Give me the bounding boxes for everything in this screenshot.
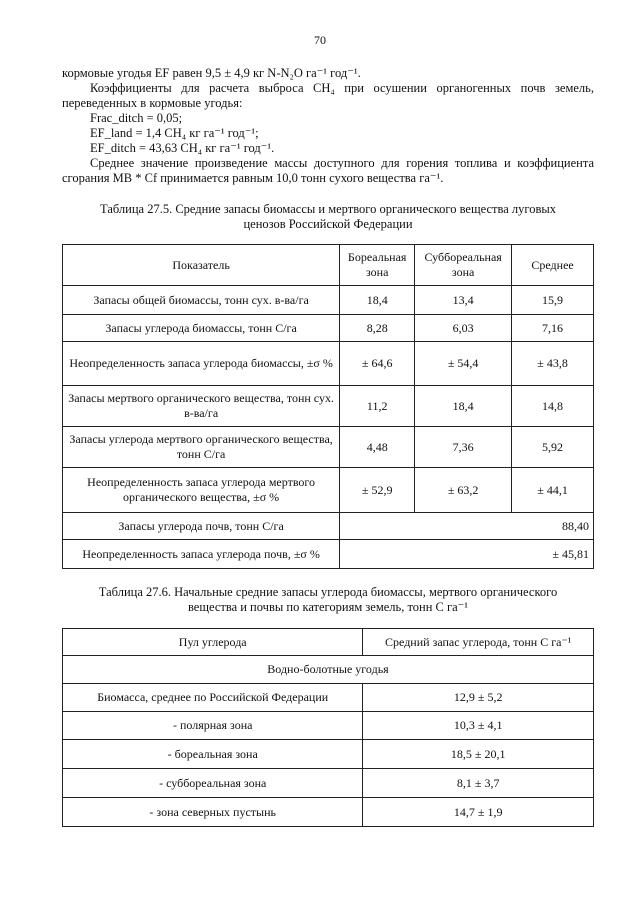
paragraph-line: кормовые угодья EF равен 9,5 ± 4,9 кг N-N₂O га⁻¹ год⁻¹. — [62, 66, 361, 80]
paragraph-line: переведенных в кормовые угодья: — [62, 96, 243, 110]
paragraph-line: Среднее значение произведение массы доступного для горения топлива и коэффициента — [90, 156, 594, 170]
table-header-row — [63, 245, 594, 286]
header-cell: Средний запас углерода, тонн С га⁻¹ — [363, 629, 594, 656]
table-row — [63, 315, 594, 342]
cell: 7,16 — [512, 315, 594, 342]
table-caption: Таблица 27.5. Средние запасы биомассы и мертвого органического вещества луговых — [100, 202, 556, 216]
cell: ± 63,2 — [415, 468, 512, 513]
table-caption: Таблица 27.6. Начальные средние запасы углерода биомассы, мертвого органического — [98, 585, 558, 599]
table-row — [63, 740, 594, 769]
cell: ± 64,6 — [340, 342, 415, 386]
cell: 7,36 — [415, 427, 512, 468]
cell: 12,9 ± 5,2 — [363, 684, 594, 712]
formula-line: EF_land = 1,4 CH₄ кг га⁻¹ год⁻¹; — [90, 126, 259, 140]
cell: ± 54,4 — [415, 342, 512, 386]
cell: Неопределенность запаса углерода биомассы, ±σ % — [63, 342, 340, 386]
page-number: 70 — [314, 33, 326, 47]
table-row — [63, 286, 594, 315]
cell: Неопределенность запаса углерода мертвого органического вещества, ±σ % — [63, 468, 340, 513]
cell: 4,48 — [340, 427, 415, 468]
header-cell: Показатель — [63, 245, 340, 286]
table-row — [63, 342, 594, 386]
table-caption: ценозов Российской Федерации — [243, 217, 413, 231]
cell: 18,4 — [340, 286, 415, 315]
cell: ± 52,9 — [340, 468, 415, 513]
table-row — [63, 386, 594, 427]
cell: Запасы углерода почв, тонн С/га — [63, 513, 340, 540]
formula-line: EF_ditch = 43,63 CH₄ кг га⁻¹ год⁻¹. — [90, 141, 275, 155]
header-cell: Пул углерода — [63, 629, 363, 656]
cell: 13,4 — [415, 286, 512, 315]
cell: 10,3 ± 4,1 — [363, 712, 594, 740]
paragraph-line: сгорания MB * Cf принимается равным 10,0 тонн сухого вещества га⁻¹. — [62, 171, 444, 185]
cell: - полярная зона — [63, 712, 363, 740]
cell: 18,5 ± 20,1 — [363, 740, 594, 769]
paragraph-line: Коэффициенты для расчета выброса CH₄ при осушении органогенных почв земель, — [90, 81, 594, 95]
table-header-row — [63, 629, 594, 656]
cell: 15,9 — [512, 286, 594, 315]
cell: Запасы общей биомассы, тонн сух. в-ва/га — [63, 286, 340, 315]
cell: Биомасса, среднее по Российской Федерации — [63, 684, 363, 712]
table-row — [63, 712, 594, 740]
table-row — [63, 540, 594, 569]
table-row — [63, 798, 594, 827]
formula-line: Frac_ditch = 0,05; — [90, 111, 183, 125]
cell: 8,28 — [340, 315, 415, 342]
cell: 6,03 — [415, 315, 512, 342]
header-cell: Бореальная зона — [340, 245, 415, 286]
section-row — [63, 656, 594, 684]
cell: ± 43,8 — [512, 342, 594, 386]
cell: 11,2 — [340, 386, 415, 427]
cell: Запасы углерода мертвого органического вещества, тонн С/га — [63, 427, 340, 468]
header-cell: Суббореальная зона — [415, 245, 512, 286]
cell: Неопределенность запаса углерода почв, ±σ % — [63, 540, 340, 569]
carbon-stock-table — [62, 628, 594, 827]
biomass-table — [62, 244, 594, 569]
table-row — [63, 468, 594, 513]
cell: - суббореальная зона — [63, 769, 363, 798]
table-caption: вещества и почвы по категориям земель, тонн С га⁻¹ — [187, 600, 469, 614]
table-row — [63, 769, 594, 798]
cell: Запасы мертвого органического вещества, тонн сух. в-ва/га — [63, 386, 340, 427]
table-row — [63, 684, 594, 712]
cell: 8,1 ± 3,7 — [363, 769, 594, 798]
cell: - бореальная зона — [63, 740, 363, 769]
cell: Запасы углерода биомассы, тонн С/га — [63, 315, 340, 342]
section-cell: Водно-болотные угодья — [63, 656, 594, 684]
cell: 18,4 — [415, 386, 512, 427]
cell: 5,92 — [512, 427, 594, 468]
cell: 14,7 ± 1,9 — [363, 798, 594, 827]
cell: 14,8 — [512, 386, 594, 427]
table-row — [63, 427, 594, 468]
table-row — [63, 513, 594, 540]
cell: 88,40 — [340, 513, 594, 540]
header-cell: Среднее — [512, 245, 594, 286]
cell: - зона северных пустынь — [63, 798, 363, 827]
cell: ± 45,81 — [340, 540, 594, 569]
cell: ± 44,1 — [512, 468, 594, 513]
